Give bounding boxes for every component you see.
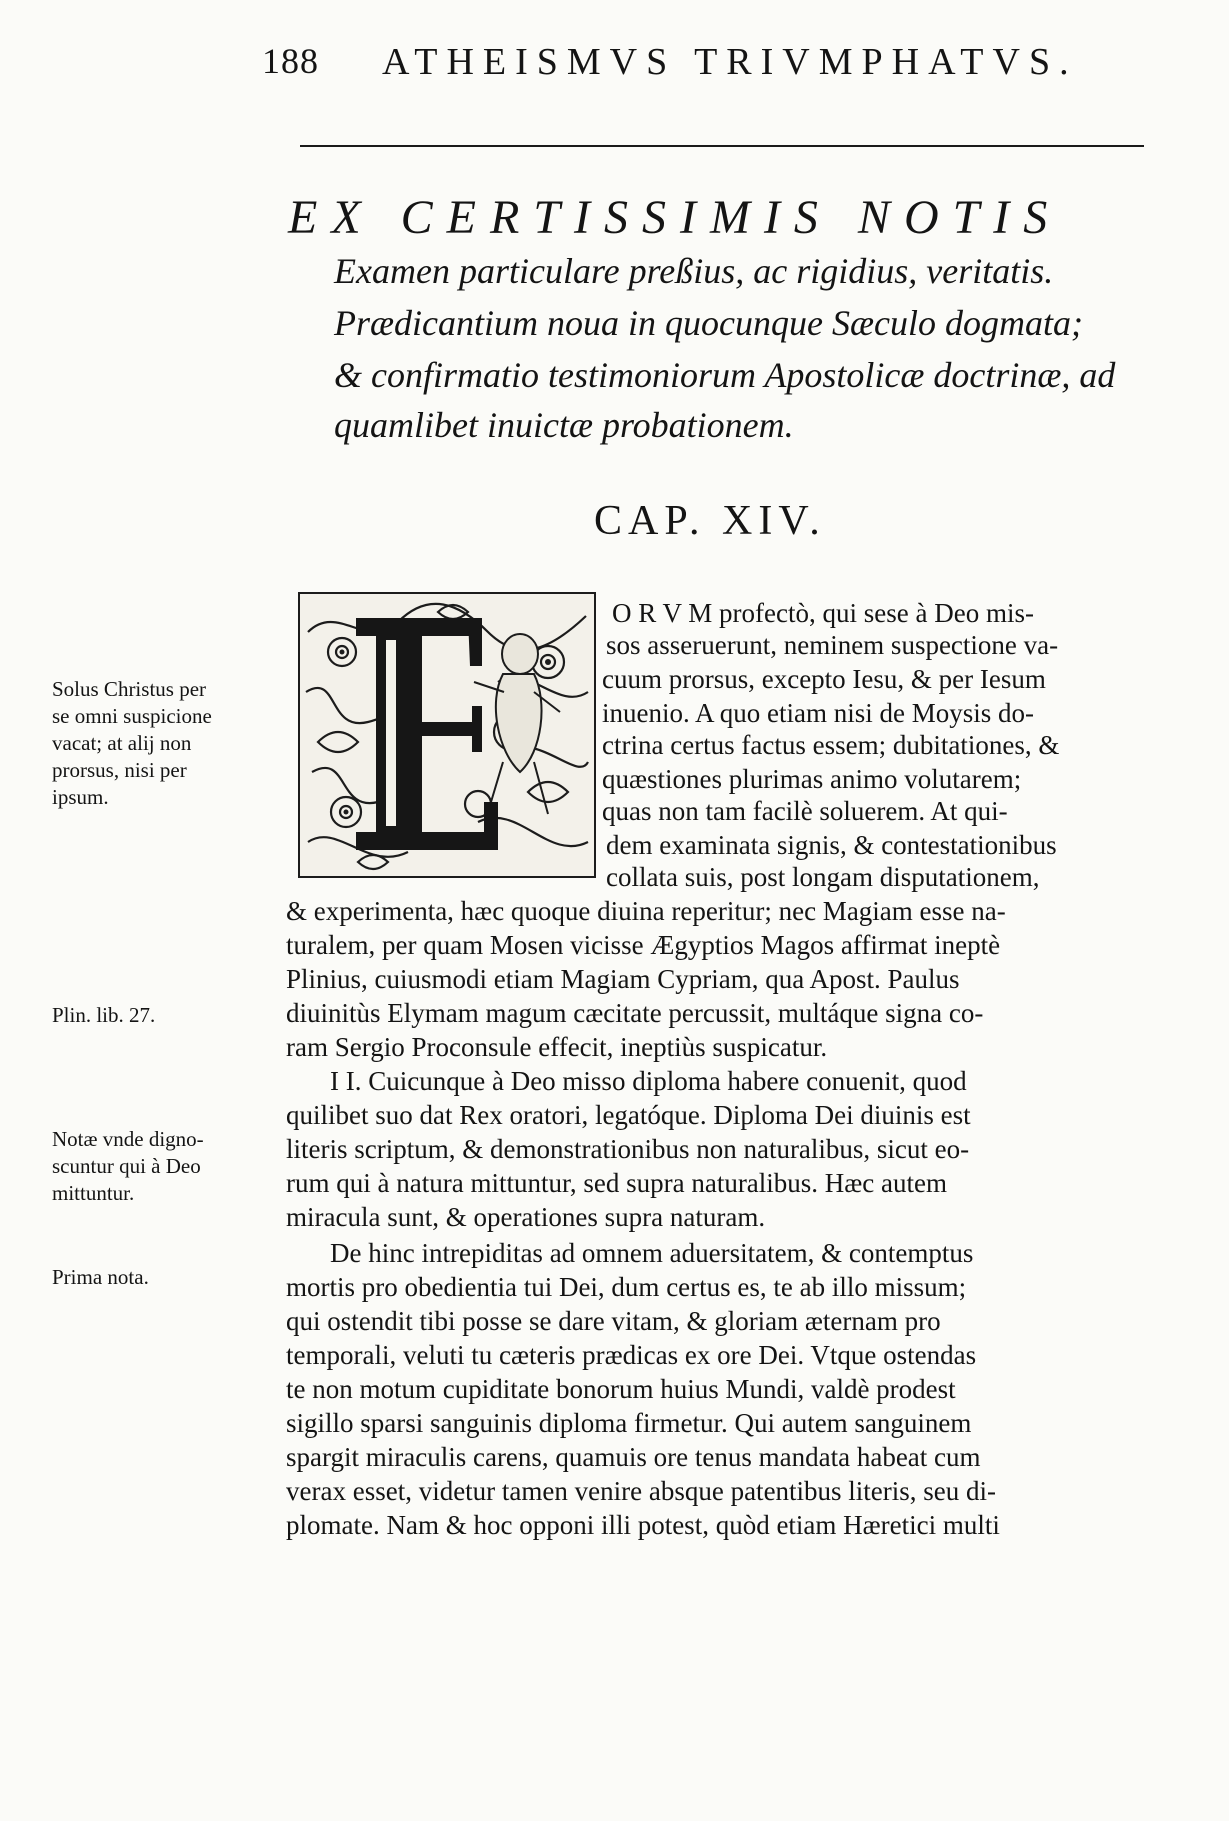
margin-note-line: Solus Christus per bbox=[52, 677, 207, 701]
margin-note bbox=[52, 1002, 155, 1029]
margin-note bbox=[52, 1264, 149, 1291]
margin-note-line: mittuntur. bbox=[52, 1181, 135, 1205]
margin-note bbox=[52, 676, 212, 811]
heading-caps: EX CERTISSIMIS NOTIS bbox=[288, 191, 1062, 244]
margin-note-line: Plin. lib. 27. bbox=[52, 1003, 156, 1027]
body-line: cuum prorsus, excepto Iesu, & per Iesum bbox=[602, 664, 1046, 694]
body-line: literis scriptum, & demonstrationibus non naturalibus, sicut eo- bbox=[286, 1134, 970, 1164]
heading-line: quamlibet inuictæ probationem. bbox=[334, 405, 794, 445]
body-line: spargit miraculis carens, quamuis ore tenus mandata habeat cum bbox=[286, 1442, 981, 1472]
body-line: ctrina certus factus essem; dubitationes, & bbox=[602, 730, 1060, 760]
heading-line: Examen particulare preßius, ac rigidius, veritatis. bbox=[334, 251, 1054, 291]
body-line: collata suis, post longam disputationem, bbox=[606, 862, 1040, 892]
body-line: Plinius, cuiusmodi etiam Magiam Cypriam, qua Apost. Paulus bbox=[286, 964, 960, 994]
body-line: rum qui à natura mittuntur, sed supra naturalibus. Hæc autem bbox=[286, 1168, 948, 1198]
margin-note-line: se omni suspicione bbox=[52, 704, 212, 728]
running-title: ATHEISMVS TRIVMPHATVS. bbox=[382, 41, 1078, 83]
body-line: & experimenta, hæc quoque diuina reperitur; nec Magiam esse na- bbox=[286, 896, 1006, 926]
initial-ornament-icon bbox=[298, 592, 596, 878]
body-line: quas non tam facilè soluerem. At qui- bbox=[602, 796, 1008, 826]
margin-note-line: ipsum. bbox=[52, 785, 109, 809]
body-line: I I. Cuicunque à Deo misso diploma habere conuenit, quod bbox=[330, 1066, 967, 1096]
page-number: 188 bbox=[262, 41, 319, 81]
heading-line: & confirmatio testimoniorum Apostolicæ doctrinæ, ad bbox=[334, 355, 1116, 395]
running-head bbox=[262, 40, 1142, 96]
chapter-title: CAP. XIV. bbox=[594, 498, 826, 544]
body-line: inuenio. A quo etiam nisi de Moysis do- bbox=[602, 698, 1034, 728]
body-line: mortis pro obedientia tui Dei, dum certus es, te ab illo missum; bbox=[286, 1272, 967, 1302]
body-line: quæstiones plurimas animo volutarem; bbox=[602, 764, 1022, 794]
margin-note-line: Notæ vnde digno- bbox=[52, 1127, 204, 1151]
body-line: ram Sergio Proconsule effecit, ineptiùs suspicatur. bbox=[286, 1032, 828, 1062]
body-line: dem examinata signis, & contestationibus bbox=[606, 830, 1057, 860]
margin-note-line: prorsus, nisi per bbox=[52, 758, 187, 782]
heading-line: Prædicantium noua in quocunque Sæculo dogmata; bbox=[334, 303, 1083, 343]
body-line: quilibet suo dat Rex oratori, legatóque. Diploma Dei diuinis est bbox=[286, 1100, 971, 1130]
margin-note bbox=[52, 1126, 204, 1207]
body-line: qui ostendit tibi posse se dare vitam, & gloriam æternam pro bbox=[286, 1306, 941, 1336]
body-line: O R V M profectò, qui sese à Deo mis- bbox=[612, 598, 1034, 628]
margin-note-line: scuntur qui à Deo bbox=[52, 1154, 201, 1178]
body-line: sigillo sparsi sanguinis diploma firmetur. Qui autem sanguinem bbox=[286, 1408, 972, 1438]
body-line: verax esset, videtur tamen venire absque patentibus literis, seu di- bbox=[286, 1476, 997, 1506]
ornamental-initial bbox=[298, 592, 596, 878]
header-rule bbox=[300, 145, 1144, 147]
body-line: temporali, veluti tu cæteris prædicas ex ore Dei. Vtque ostendas bbox=[286, 1340, 977, 1370]
body-line: plomate. Nam & hoc opponi illi potest, quòd etiam Hæretici multi bbox=[286, 1510, 1000, 1540]
body-line: te non motum cupiditate bonorum huius Mundi, valdè prodest bbox=[286, 1374, 956, 1404]
body-line: diuinitùs Elymam magum cæcitate percussit, multáque signa co- bbox=[286, 998, 984, 1028]
body-line: sos asseruerunt, neminem suspectione va- bbox=[606, 630, 1059, 660]
body-line: turalem, per quam Mosen vicisse Ægyptios Magos affirmat ineptè bbox=[286, 930, 1001, 960]
body-line: miracula sunt, & operationes supra naturam. bbox=[286, 1202, 766, 1232]
margin-note-line: Prima nota. bbox=[52, 1265, 149, 1289]
margin-note-line: vacat; at alij non bbox=[52, 731, 192, 755]
body-line: De hinc intrepiditas ad omnem aduersitatem, & contemptus bbox=[330, 1238, 974, 1268]
